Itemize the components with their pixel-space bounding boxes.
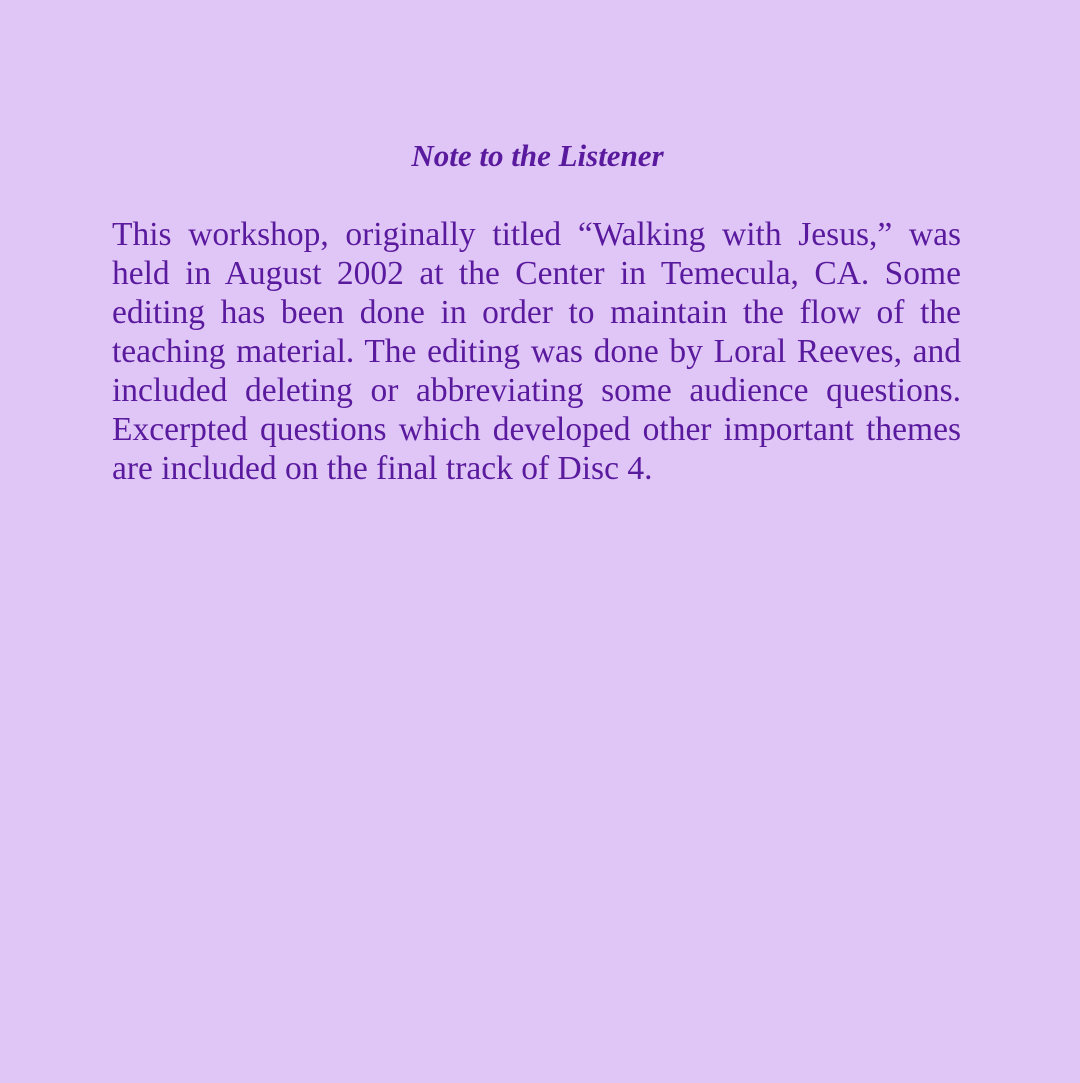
note-body-paragraph: This workshop, originally titled “Walking with Jesus,” was held in August 2002 at the Center in Temecula, CA. Some editing has been done in order to maintain the flow of the teaching material. The editing was done by Loral Reeves, and included deleting or abbreviating some audience questions. Excerpted questions which developed other important themes are included on the final track of Disc 4.	[112, 216, 961, 487]
note-title: Note to the Listener	[411, 138, 664, 173]
